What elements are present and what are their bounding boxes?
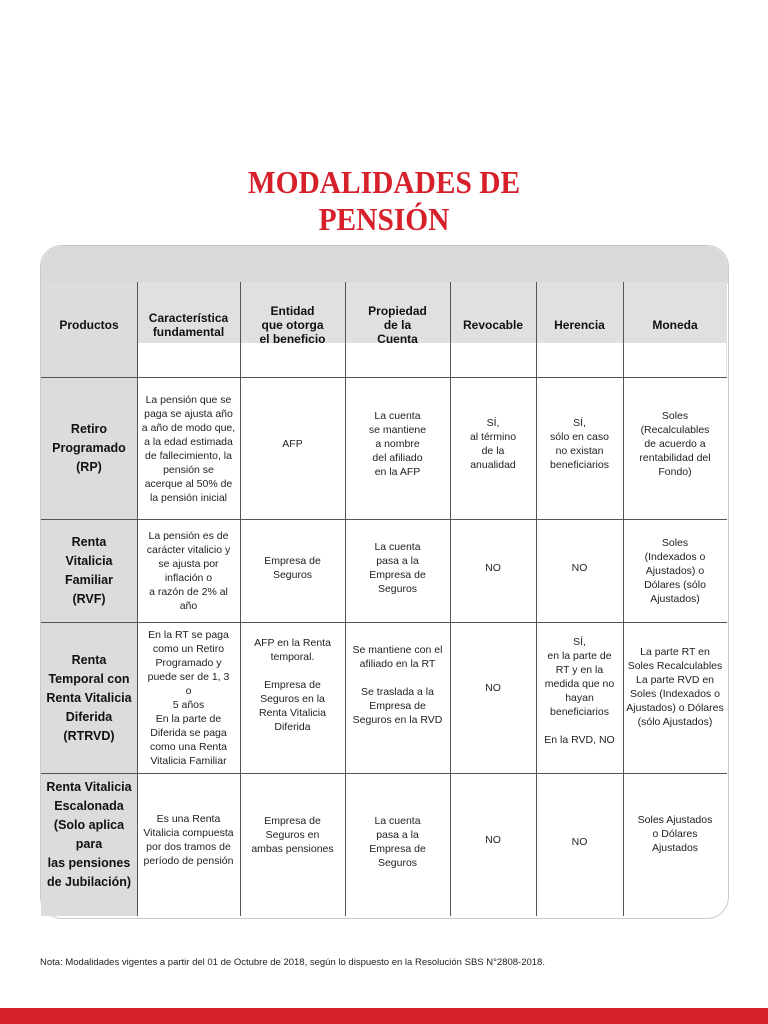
header-propiedad: Propiedad de la Cuenta — [368, 304, 427, 346]
cell-revocable: NO — [485, 561, 501, 574]
cell-moneda: Soles (Indexados o Ajustados) o Dólares (sólo Ajustados) — [644, 537, 706, 605]
footnote: Nota: Modalidades vigentes a partir del 01 de Octubre de 2018, según lo dispuesto en la Resolución SBS N°2808-2018. — [40, 957, 545, 968]
cell-herencia: SÍ, sólo en caso no existan beneficiarios — [550, 416, 609, 471]
page-title — [0, 164, 768, 238]
cell-moneda: Soles Ajustados o Dólares Ajustados — [637, 814, 713, 854]
header-herencia: Herencia — [554, 318, 605, 332]
product-rtrvd: Renta Temporal con Renta Vitalicia Diferida (RTRVD) — [46, 652, 132, 743]
title-line-1: MODALIDADES DE — [247, 164, 521, 200]
cell-entidad: AFP — [282, 437, 303, 450]
cell-entidad: Empresa de Seguros en ambas pensiones — [251, 815, 334, 855]
cell-herencia: SÍ, en la parte de RT y en la medida que no hayan beneficiarios En la RVD, NO — [544, 636, 615, 746]
cell-revocable: NO — [485, 682, 501, 694]
cell-caracteristica: La pensión que se paga se ajusta año a año de modo que, a la edad estimada de fallecimiento, la pensión se acerque al 50% de la pensión inicial — [141, 393, 236, 504]
cell-caracteristica: En la RT se paga como un Retiro Programado y puede ser de 1, 3 o 5 años En la parte de Diferida se paga como una Renta Vitalicia Familiar — [147, 629, 230, 767]
header-productos: Productos — [59, 318, 119, 332]
cell-propiedad: La cuenta pasa a la Empresa de Seguros — [369, 540, 426, 595]
cell-herencia: NO — [571, 561, 588, 574]
cell-entidad: Empresa de Seguros — [264, 554, 321, 581]
title-line-2: PENSIÓN — [318, 201, 450, 237]
cell-propiedad: La cuenta se mantiene a nombre del afiliado en la AFP — [368, 409, 427, 478]
cell-herencia: NO — [571, 836, 588, 848]
cell-propiedad: Se mantiene con el afiliado en la RT Se traslada a la Empresa de Seguros en la RVD — [352, 644, 443, 726]
product-rp: Retiro Programado (RP) — [52, 422, 126, 474]
header-entidad: Entidad que otorga el beneficio — [259, 304, 326, 346]
header-revocable: Revocable — [462, 318, 524, 332]
header-caracteristica: Característica fundamental — [148, 311, 229, 339]
cell-entidad: AFP en la Renta temporal. Empresa de Seguros en la Renta Vitalicia Diferida — [254, 637, 331, 733]
cell-caracteristica: Es una Renta Vitalicia compuesta por dos tramos de período de pensión — [143, 813, 234, 867]
cell-moneda: La parte RT en Soles Recalculables La parte RVD en Soles (Indexados o Ajustados) o Dólares (sólo Ajustados) — [626, 646, 724, 728]
cell-propiedad: La cuenta pasa a la Empresa de Seguros — [369, 815, 426, 869]
product-rvf: Renta Vitalicia Familiar (RVF) — [65, 535, 113, 606]
footer-bar — [0, 1008, 768, 1024]
cell-caracteristica: La pensión es de carácter vitalicio y se ajusta por inflación o a razón de 2% al año — [146, 530, 231, 612]
product-rve: Renta Vitalicia Escalonada (Solo aplica para las pensiones de Jubilación) — [46, 780, 132, 889]
cell-moneda: Soles (Recalculables de acuerdo a rentabilidad del Fondo) — [639, 409, 711, 478]
cell-revocable: NO — [485, 834, 501, 846]
header-moneda: Moneda — [652, 318, 698, 332]
cell-revocable: SÍ, al término de la anualidad — [469, 416, 517, 471]
